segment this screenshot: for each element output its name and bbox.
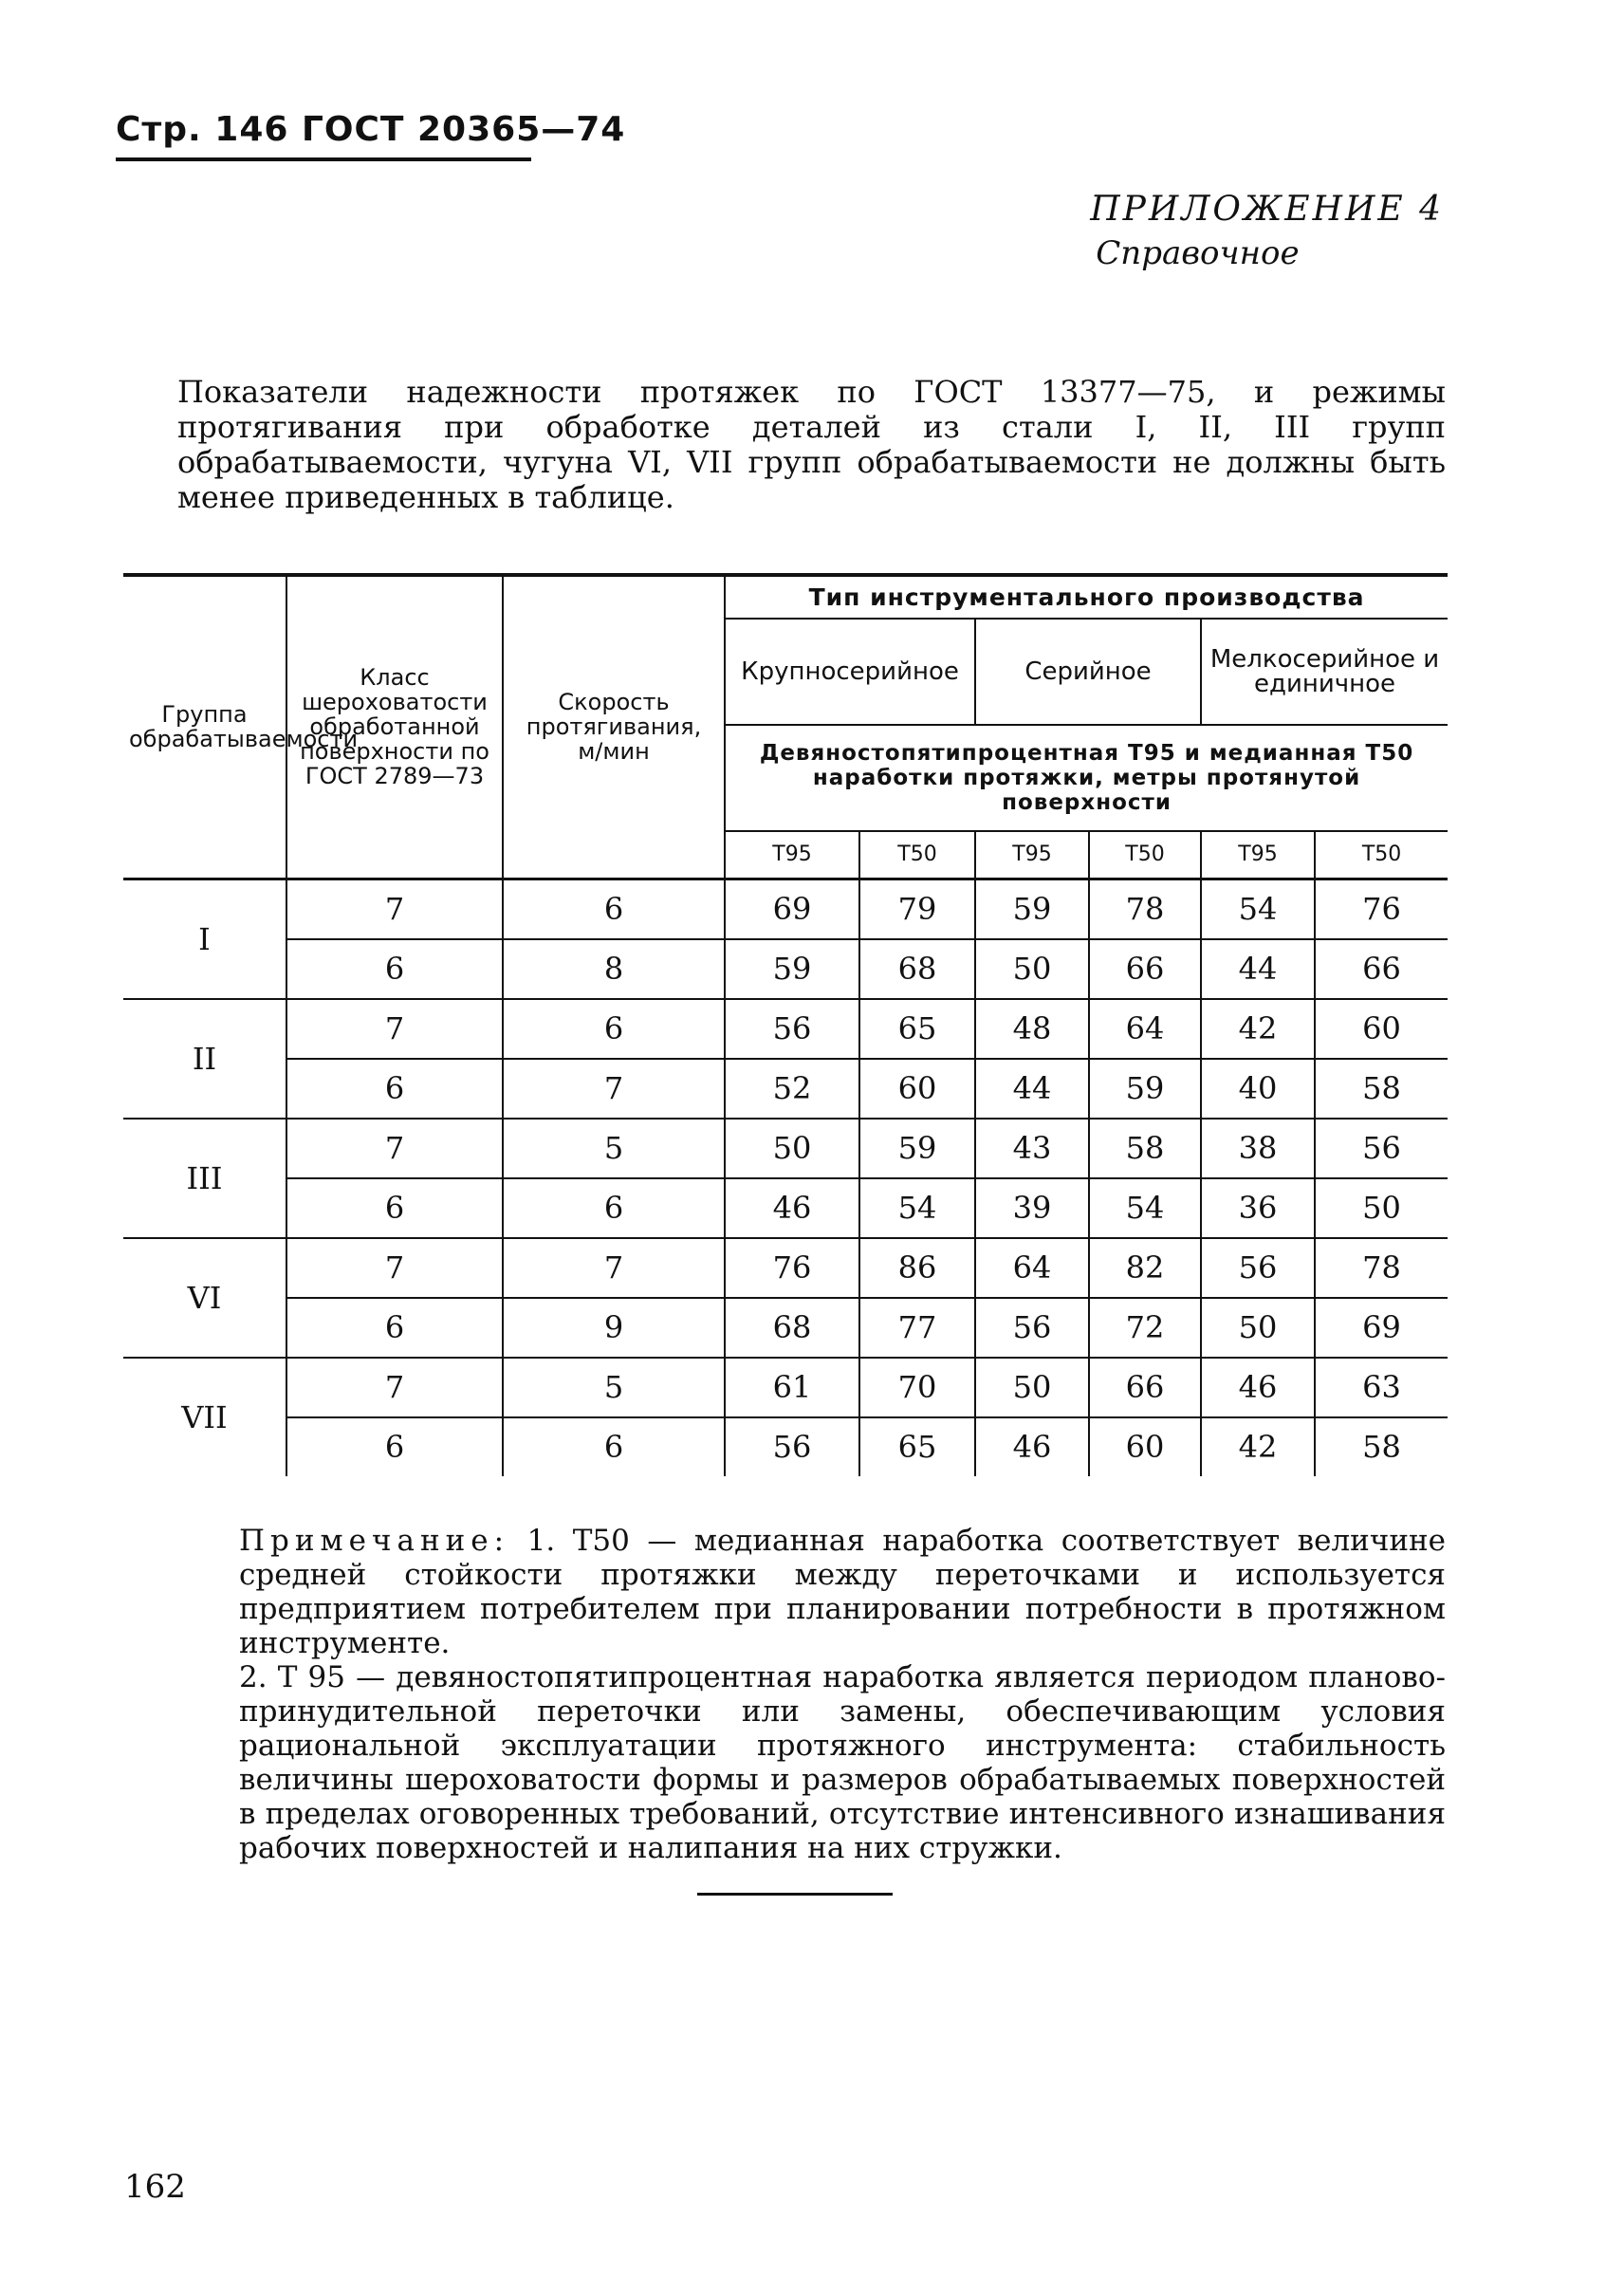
roughness-class: 6 — [286, 1298, 503, 1358]
appendix-subtitle: Справочное — [1096, 234, 1300, 272]
lifetime-value: 79 — [859, 879, 975, 939]
group-name: VII — [123, 1358, 286, 1476]
broaching-speed: 9 — [503, 1298, 725, 1358]
broaching-speed: 6 — [503, 999, 725, 1059]
lifetime-value: 76 — [725, 1238, 859, 1298]
lifetime-value: 64 — [975, 1238, 1089, 1298]
lifetime-value: 58 — [1089, 1119, 1201, 1178]
lifetime-value: 42 — [1201, 999, 1315, 1059]
sub-header-5: T50 — [1361, 842, 1402, 866]
group-name: I — [123, 879, 286, 999]
lifetime-value: 56 — [975, 1298, 1089, 1358]
sub-header-0: T95 — [725, 831, 859, 879]
kind-serial: Серийное — [975, 619, 1201, 725]
lifetime-value: 69 — [725, 879, 859, 939]
table-row — [123, 1358, 1448, 1417]
broaching-speed: 7 — [503, 1059, 725, 1119]
broaching-speed: 8 — [503, 939, 725, 999]
lifetime-value: 60 — [1315, 999, 1448, 1059]
sub-header-3: T50 — [1089, 831, 1201, 879]
broaching-speed: 6 — [503, 1178, 725, 1238]
roughness-class: 6 — [286, 1059, 503, 1119]
lifetime-value: 39 — [975, 1178, 1089, 1238]
lifetime-value: 50 — [725, 1119, 859, 1178]
lifetime-value: 69 — [1315, 1298, 1448, 1358]
lifetime-value: 86 — [859, 1238, 975, 1298]
table-row — [123, 1119, 1448, 1178]
lifetime-value: 59 — [1089, 1059, 1201, 1119]
lifetime-value: 44 — [1201, 939, 1315, 999]
table-row — [123, 1417, 1448, 1476]
lifetime-value: 72 — [1089, 1298, 1201, 1358]
appendix-block — [1090, 190, 1444, 272]
lifetime-value: 56 — [725, 1417, 859, 1476]
lifetime-value: 60 — [859, 1059, 975, 1119]
lifetime-value: 66 — [1089, 939, 1201, 999]
lifetime-value: 56 — [1315, 1119, 1448, 1178]
lifetime-value: 82 — [1089, 1238, 1201, 1298]
roughness-class: 7 — [286, 999, 503, 1059]
broaching-speed: 6 — [503, 1417, 725, 1476]
lifetime-value: 50 — [975, 1358, 1089, 1417]
page-header: Стр. 146 ГОСТ 20365—74 — [116, 110, 626, 149]
lifetime-value: 36 — [1201, 1178, 1315, 1238]
lifetime-value: 46 — [1201, 1358, 1315, 1417]
lifetime-value: 50 — [1201, 1298, 1315, 1358]
group-name: VI — [123, 1238, 286, 1358]
header-rule — [116, 157, 531, 161]
lifetime-value: 46 — [725, 1178, 859, 1238]
lifetime-value: 48 — [975, 999, 1089, 1059]
reliability-table — [123, 573, 1448, 1476]
lifetime-value: 54 — [1089, 1178, 1201, 1238]
lifetime-value: 78 — [1089, 879, 1201, 939]
lifetime-value: 59 — [975, 879, 1089, 939]
notes-block — [177, 1524, 1446, 1865]
note-1 — [177, 1524, 1446, 1660]
lifetime-value: 70 — [859, 1358, 975, 1417]
intro-text: Показатели надежности протяжек по ГОСТ 13377—75, и режимы протягивания при обработке деталей из стали I, II, III групп обрабатываемости, чугуна VI, VII групп обрабатываемости не должны быть менее приведенных в таблице. — [177, 374, 1446, 515]
table-row — [123, 879, 1448, 939]
lifetime-value: 40 — [1201, 1059, 1315, 1119]
lifetime-value: 50 — [975, 939, 1089, 999]
roughness-class: 6 — [286, 1178, 503, 1238]
roughness-class: 7 — [286, 1358, 503, 1417]
lifetime-value: 63 — [1315, 1358, 1448, 1417]
lifetime-value: 56 — [725, 999, 859, 1059]
lifetime-value: 42 — [1201, 1417, 1315, 1476]
col-header-production-type: Тип инструментального производства — [725, 575, 1448, 619]
lifetime-value: 52 — [725, 1059, 859, 1119]
lifetime-value: 44 — [975, 1059, 1089, 1119]
table-row — [123, 1059, 1448, 1119]
col-header-class: Класс шероховатости обработанной поверхности по ГОСТ 2789—73 — [286, 575, 503, 879]
lifetime-value: 65 — [859, 1417, 975, 1476]
lifetime-value: 61 — [725, 1358, 859, 1417]
roughness-class: 7 — [286, 879, 503, 939]
lifetime-value: 64 — [1089, 999, 1201, 1059]
kind-small-serial: Мелкосерийное и единичное — [1201, 619, 1448, 725]
lifetime-value: 59 — [859, 1119, 975, 1178]
kind-large-serial: Крупносерийное — [725, 619, 975, 725]
end-rule — [697, 1893, 893, 1896]
lifetime-value: 46 — [975, 1417, 1089, 1476]
lifetime-value: 60 — [1089, 1417, 1201, 1476]
lifetime-value: 77 — [859, 1298, 975, 1358]
broaching-speed: 5 — [503, 1358, 725, 1417]
note-1-text: 1. T50 — медианная наработка соответствует величине средней стойкости протяжки между переточками и используется предприятием потребителем при планировании потребности в протяжном инструменте. — [239, 1524, 1447, 1660]
lifetime-value: 38 — [1201, 1119, 1315, 1178]
lifetime-value: 78 — [1315, 1238, 1448, 1298]
lifetime-value: 76 — [1315, 879, 1448, 939]
lifetime-value: 54 — [1201, 879, 1315, 939]
roughness-class: 6 — [286, 1417, 503, 1476]
roughness-class: 7 — [286, 1238, 503, 1298]
lifetime-value: 50 — [1315, 1178, 1448, 1238]
table-row — [123, 1238, 1448, 1298]
roughness-class: 7 — [286, 1119, 503, 1178]
appendix-title: ПРИЛОЖЕНИЕ 4 — [1090, 190, 1444, 229]
group-name: II — [123, 999, 286, 1119]
lifetime-value: 43 — [975, 1119, 1089, 1178]
lifetime-header: Девяностопятипроцентная T95 и медианная T50 наработки протяжки, метры протянутой поверхности — [725, 725, 1448, 831]
broaching-speed: 5 — [503, 1119, 725, 1178]
page-number: 162 — [124, 2168, 186, 2206]
col-header-speed: Скорость протягивания, м/мин — [503, 575, 725, 879]
group-name: III — [123, 1119, 286, 1238]
table-row — [123, 1178, 1448, 1238]
table-row — [123, 939, 1448, 999]
notes-label: Примечание: — [239, 1524, 510, 1558]
intro-paragraph — [177, 375, 1446, 515]
lifetime-value: 58 — [1315, 1059, 1448, 1119]
lifetime-value: 68 — [725, 1298, 859, 1358]
lifetime-value: 66 — [1089, 1358, 1201, 1417]
roughness-class: 6 — [286, 939, 503, 999]
broaching-speed: 6 — [503, 879, 725, 939]
lifetime-value: 54 — [859, 1178, 975, 1238]
table-row — [123, 999, 1448, 1059]
lifetime-value: 66 — [1315, 939, 1448, 999]
note-2: 2. T 95 — девяностопятипроцентная наработка является периодом планово-принудительной переточки или замены, обеспечивающим условия рациональной эксплуатации протяжного инструмента: стабильность величины шероховатости формы и размеров обрабатываемых поверхностей в пределах оговоренных требований, отсутствие интенсивного изнашивания рабочих поверхностей и налипания на них стружки. — [239, 1660, 1446, 1865]
sub-header-1: T50 — [859, 831, 975, 879]
lifetime-value: 68 — [859, 939, 975, 999]
lifetime-value: 58 — [1362, 1429, 1401, 1465]
broaching-speed: 7 — [503, 1238, 725, 1298]
lifetime-value: 56 — [1201, 1238, 1315, 1298]
sub-header-2: T95 — [975, 831, 1089, 879]
table-row — [123, 1298, 1448, 1358]
col-header-group: Группа обрабатываемости — [123, 575, 286, 879]
lifetime-value: 65 — [859, 999, 975, 1059]
lifetime-value: 59 — [725, 939, 859, 999]
sub-header-4: T95 — [1201, 831, 1315, 879]
